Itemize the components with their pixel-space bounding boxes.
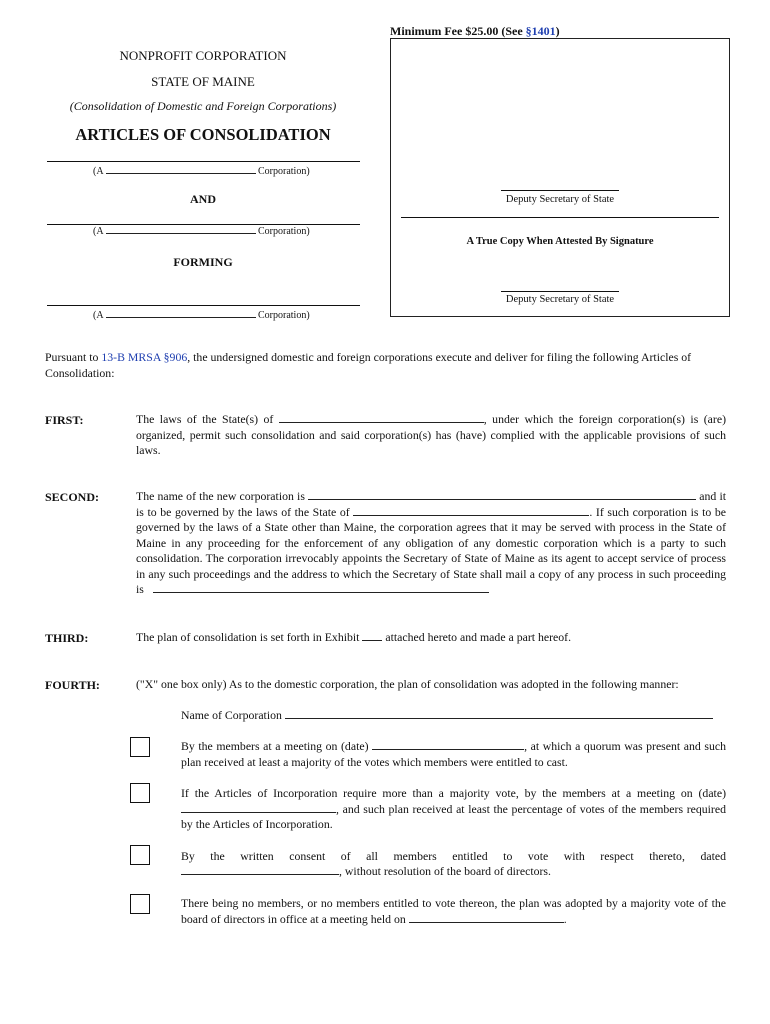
intro-paragraph: Pursuant to 13-B MRSA §906, the undersigned domestic and foreign corporations execute and deliver for filing the following Articles of Consolidation:	[45, 350, 692, 380]
foreign-states-field[interactable]	[279, 412, 484, 423]
first-label: FIRST:	[45, 413, 84, 427]
fourth-label: FOURTH:	[45, 678, 100, 692]
board-meeting-date-field[interactable]	[409, 912, 564, 923]
statute-link[interactable]: 13-B MRSA §906	[101, 350, 188, 364]
deputy-signature-line-1[interactable]	[501, 190, 619, 191]
and-label: AND	[190, 192, 216, 206]
corp-name-field[interactable]	[285, 708, 713, 719]
header-line2: STATE OF MAINE	[151, 74, 255, 89]
header-subtitle: (Consolidation of Domestic and Foreign Corporations)	[69, 99, 337, 113]
option-1-text: By the members at a meeting on (date) , at which a quorum was present and such plan received at least a majority of the votes which members were entitled to cast.	[181, 739, 726, 769]
deputy-label-2: Deputy Secretary of State	[505, 294, 615, 305]
option-4-text: There being no members, or no members entitled to vote thereon, the plan was adopted by a majority vote of the board of directors in office at a meeting held on .	[181, 896, 726, 926]
first-body: The laws of the State(s) of , under which the foreign corporation(s) is (are) organized, permit such consolidation and said corporation(s) has (have) complied with the applicable provisions of such laws.	[136, 412, 727, 457]
consent-date-field[interactable]	[181, 864, 339, 875]
third-body: The plan of consolidation is set forth in Exhibit attached hereto and made a part hereof.	[136, 630, 572, 644]
process-address-field[interactable]	[153, 582, 489, 593]
governing-state-field[interactable]	[353, 505, 589, 516]
option-3-checkbox[interactable]	[130, 845, 150, 865]
meeting-date-field-1[interactable]	[372, 739, 524, 750]
filing-box	[390, 38, 730, 317]
corp-new-label: (A Corporation)	[93, 310, 310, 321]
fourth-body: ("X" one box only) As to the domestic corporation, the plan of consolidation was adopted in the following manner:	[136, 677, 679, 691]
corp-a-line[interactable]	[47, 161, 360, 162]
deputy-signature-line-2[interactable]	[501, 291, 619, 292]
corp-b-label: (A Corporation)	[93, 226, 310, 237]
new-corp-name-field[interactable]	[308, 489, 696, 500]
box-divider	[401, 217, 719, 218]
third-label: THIRD:	[45, 631, 89, 645]
corp-new-line[interactable]	[47, 305, 360, 306]
option-1-checkbox[interactable]	[130, 737, 150, 757]
corp-a-label: (A Corporation)	[93, 166, 310, 177]
exhibit-field[interactable]	[362, 630, 382, 641]
section-1401-link[interactable]: §1401	[525, 24, 556, 38]
option-4-checkbox[interactable]	[130, 894, 150, 914]
second-body: The name of the new corporation is and it is to be governed by the laws of the State of . If such corporation is to be governed by the laws of a State other than Maine, the corporation agrees that it may be served with process in the State of Maine in any proceeding for the enforcement of any obligation of any domestic corporation which is a party to such consolidation. The corporation irrevocably appoints the Secretary of State of Maine as its agent to accept service of process in any such proceedings and the address to which the Secretary of State shall mail a copy of any process in such proceeding is	[136, 489, 726, 596]
true-copy-label: A True Copy When Attested By Signature	[466, 236, 654, 247]
deputy-label-1: Deputy Secretary of State	[505, 194, 615, 205]
option-2-text: If the Articles of Incorporation require more than a majority vote, by the members at a meeting on (date) , and such plan received at least the percentage of votes of the members required by the Articles of Incorporation.	[181, 786, 726, 831]
page-title: ARTICLES OF CONSOLIDATION	[75, 125, 331, 144]
minimum-fee: Minimum Fee $25.00 (See §1401)	[390, 24, 560, 38]
forming-label: FORMING	[173, 255, 233, 269]
option-2-checkbox[interactable]	[130, 783, 150, 803]
corp-name-row: Name of Corporation	[181, 708, 726, 724]
meeting-date-field-2[interactable]	[181, 802, 336, 813]
option-3-text-a: By the written consent of all members entitled to vote with respect thereto, dated	[181, 849, 726, 863]
second-label: SECOND:	[45, 490, 100, 504]
header-line1: NONPROFIT CORPORATION	[119, 48, 287, 63]
option-3-text-b: , without resolution of the board of directors.	[181, 864, 726, 880]
corp-b-line[interactable]	[47, 224, 360, 225]
